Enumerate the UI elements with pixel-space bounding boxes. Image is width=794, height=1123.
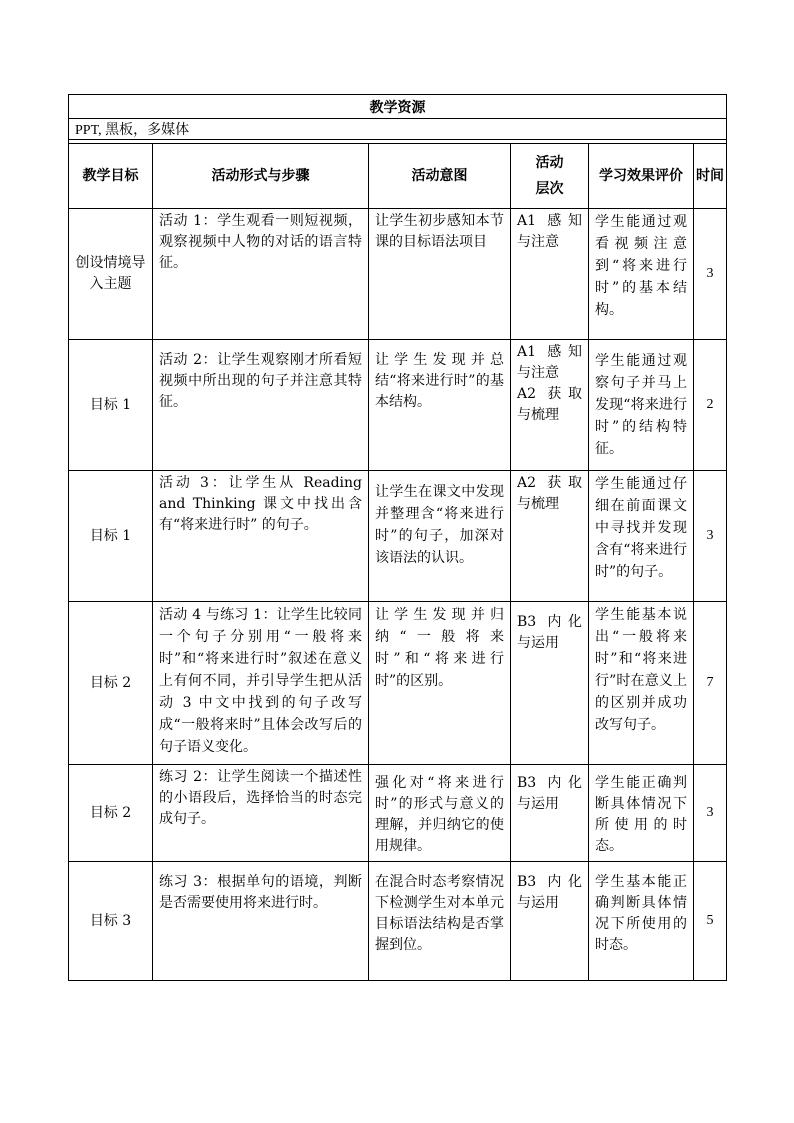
- row-time: 3: [694, 765, 727, 862]
- row-level: A1 感知与注意: [511, 209, 589, 340]
- lesson-plan-page: [68, 94, 726, 981]
- row-level: B3 内化与运用: [511, 602, 589, 765]
- resources-table: [68, 94, 727, 143]
- row-evaluation: 学生能通过仔细在前面课文中寻找并发现含有“将来进行时”的句子。: [589, 471, 694, 602]
- header-level-line2: 层次: [535, 181, 564, 197]
- row-goal: 创设情境导入主题: [69, 209, 153, 340]
- row-goal: 目标 1: [69, 340, 153, 471]
- row-activity: 练习 3：根据单句的语境，判断是否需要使用将来进行时。: [153, 862, 369, 981]
- header-goal: 教学目标: [69, 144, 153, 209]
- row-activity: 活动 4 与练习 1：让学生比较同一个句子分别用“一般将来时”和“将来进行时”叙述在意义上有何不同，并引导学生把从活动 3 中文中找到的句子改写成“一般将来时”且体会改写后的句子语义变化。: [153, 602, 369, 765]
- row-intent: 让学生在课文中发现并整理含“将来进行时”的句子，加深对该语法的认识。: [369, 471, 511, 602]
- row-level: B3 内化与运用: [511, 765, 589, 862]
- row-activity: 活动 1：学生观看一则短视频，观察视频中人物的对话的语言特征。: [153, 209, 369, 340]
- row-intent: 在混合时态考察情况下检测学生对本单元目标语法结构是否掌握到位。: [369, 862, 511, 981]
- row-intent: 强化对“将来进行时”的形式与意义的理解，并归纳它的使用规律。: [369, 765, 511, 862]
- row-intent: 让学生初步感知本节课的目标语法项目: [369, 209, 511, 340]
- row-level: A1 感知与注意 A2 获取与梳理: [511, 340, 589, 471]
- table-row: [69, 862, 727, 981]
- resources-title: 教学资源: [69, 95, 727, 119]
- row-activity: 活动 3：让学生从 Reading and Thinking 课文中找出含有“将来进行时” 的句子。: [153, 471, 369, 602]
- resources-content: PPT, 黑板，多媒体: [69, 119, 727, 140]
- table-header-row: [69, 144, 727, 209]
- header-level: [511, 144, 589, 209]
- row-level: B3 内化与运用: [511, 862, 589, 981]
- row-goal: 目标 1: [69, 471, 153, 602]
- row-time: 3: [694, 471, 727, 602]
- header-level-line1: 活动: [535, 155, 564, 171]
- header-activity: 活动形式与步骤: [153, 144, 369, 209]
- row-goal: 目标 2: [69, 765, 153, 862]
- row-intent: 让学生发现并总结“将来进行时”的基本结构。: [369, 340, 511, 471]
- row-evaluation: 学生能基本说出“一般将来时”和“将来进行”时在意义上的区别并成功改写句子。: [589, 602, 694, 765]
- header-time: 时间: [694, 144, 727, 209]
- row-evaluation: 学生能正确判断具体情况下所使用的时态。: [589, 765, 694, 862]
- row-time: 7: [694, 602, 727, 765]
- header-evaluation: 学习效果评价: [589, 144, 694, 209]
- table-row: [69, 340, 727, 471]
- row-activity: 活动 2：让学生观察刚才所看短视频中所出现的句子并注意其特征。: [153, 340, 369, 471]
- row-evaluation: 学生能通过观看视频注意到“将来进行时”的基本结构。: [589, 209, 694, 340]
- row-activity: 练习 2：让学生阅读一个描述性的小语段后，选择恰当的时态完成句子。: [153, 765, 369, 862]
- row-evaluation: 学生基本能正确判断具体情况下所使用的时态。: [589, 862, 694, 981]
- row-time: 2: [694, 340, 727, 471]
- row-time: 5: [694, 862, 727, 981]
- table-row: [69, 209, 727, 340]
- table-row: [69, 471, 727, 602]
- row-level: A2 获取与梳理: [511, 471, 589, 602]
- row-time: 3: [694, 209, 727, 340]
- activities-table: [68, 143, 727, 981]
- header-intent: 活动意图: [369, 144, 511, 209]
- table-row: [69, 602, 727, 765]
- table-row: [69, 765, 727, 862]
- row-evaluation: 学生能通过观察句子并马上发现“将来进行时”的结构特征。: [589, 340, 694, 471]
- row-goal: 目标 3: [69, 862, 153, 981]
- row-goal: 目标 2: [69, 602, 153, 765]
- row-intent: 让学生发现并归纳“一般将来时”和“将来进行时”的区别。: [369, 602, 511, 765]
